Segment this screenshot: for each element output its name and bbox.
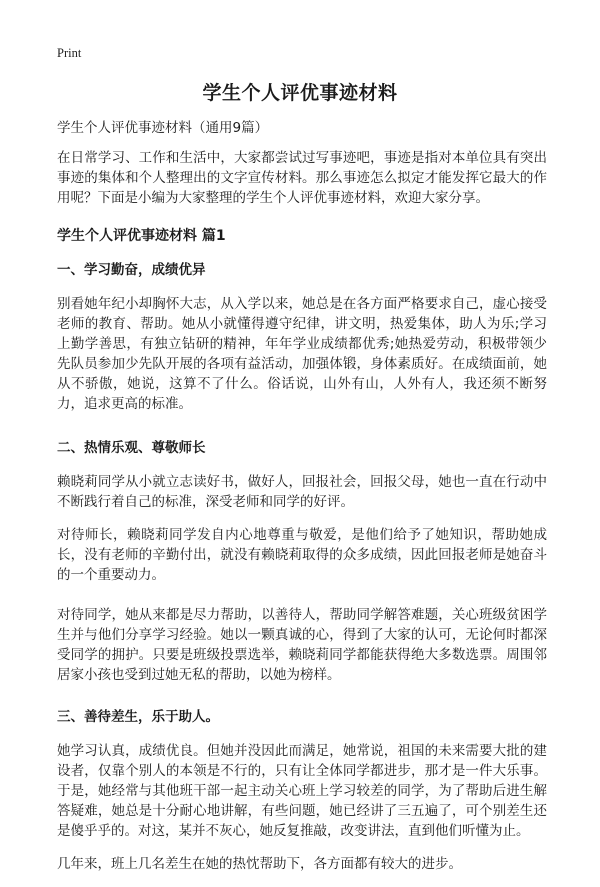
section-heading-2: 二、热情乐观、尊敬师长 bbox=[57, 440, 206, 456]
paragraph: 对待师长，赖晓莉同学发自内心地尊重与敬爱，是他们给予了她知识，帮助她成长，没有老师的辛勤付出，就没有赖晓莉取得的众多成绩，因此回报老师是她奋斗的一个重要动力。 bbox=[57, 527, 547, 583]
print-link[interactable]: Print bbox=[57, 46, 82, 60]
paragraph: 赖晓莉同学从小就立志读好书，做好人，回报社会，回报父母，她也一直在行动中不断践行着自己的标准，深受老师和同学的好评。 bbox=[57, 474, 547, 510]
document-body bbox=[57, 118, 547, 887]
section-title: 学生个人评优事迹材料 篇1 bbox=[57, 228, 226, 244]
paragraph: 几年来，班上几名差生在她的热忱帮助下，各方面都有较大的进步。 bbox=[57, 856, 462, 872]
paragraph: 对待同学，她从来都是尽力帮助，以善待人，帮助同学解答难题，关心班级贫困学生并与他们分享学习经验。她以一颗真诚的心，得到了大家的认可，无论何时都深受同学的拥护。只要是班级投票选举，赖晓莉同学都能获得绝大多数选票。周围邻居家小孩也受到过她无私的帮助，以她为榜样。 bbox=[57, 607, 547, 683]
page-title: 学生个人评优事迹材料 bbox=[202, 82, 398, 104]
paragraph: 别看她年纪小却胸怀大志，从入学以来，她总是在各方面严格要求自己，虚心接受老师的教育、帮助。她从小就懂得遵守纪律，讲文明，热爱集体，助人为乐;学习上勤学善思，有独立钻研的精神，年年学业成绩都优秀;她热爱劳动，积极带领少先队员参加少先队开展的各项有益活动，加强体锻，身体素质好。在成绩面前，她从不骄傲，她说，这算不了什么。俗话说，山外有山，人外有人，我还须不断努力，追求更高的标准。 bbox=[57, 296, 547, 412]
paragraph: 她学习认真，成绩优良。但她并没因此而满足，她常说，祖国的未来需要大批的建设者，仅靠个别人的本领是不行的，只有让全体同学都进步，那才是一件大乐事。于是，她经常与其他班干部一起主动关心班上学习较差的同学，为了帮助后进生解答疑难，她总是十分耐心地讲解，有些问题，她已经讲了三五遍了，可个别差生还是傻乎乎的。对这，某并不灰心，她反复推敲，改变讲法，直到他们听懂为止。 bbox=[57, 743, 547, 839]
subtitle: 学生个人评优事迹材料（通用9篇） bbox=[57, 120, 269, 136]
intro-paragraph: 在日常学习、工作和生活中，大家都尝试过写事迹吧，事迹是指对本单位具有突出事迹的集体和个人整理出的文字宣传材料。那么事迹怎么拟定才能发挥它最大的作用呢？下面是小编为大家整理的学生个人评优事迹材料，欢迎大家分享。 bbox=[57, 150, 547, 206]
section-heading-1: 一、学习勤奋，成绩优异 bbox=[57, 262, 206, 278]
section-heading-3: 三、善待差生，乐于助人。 bbox=[57, 709, 219, 725]
